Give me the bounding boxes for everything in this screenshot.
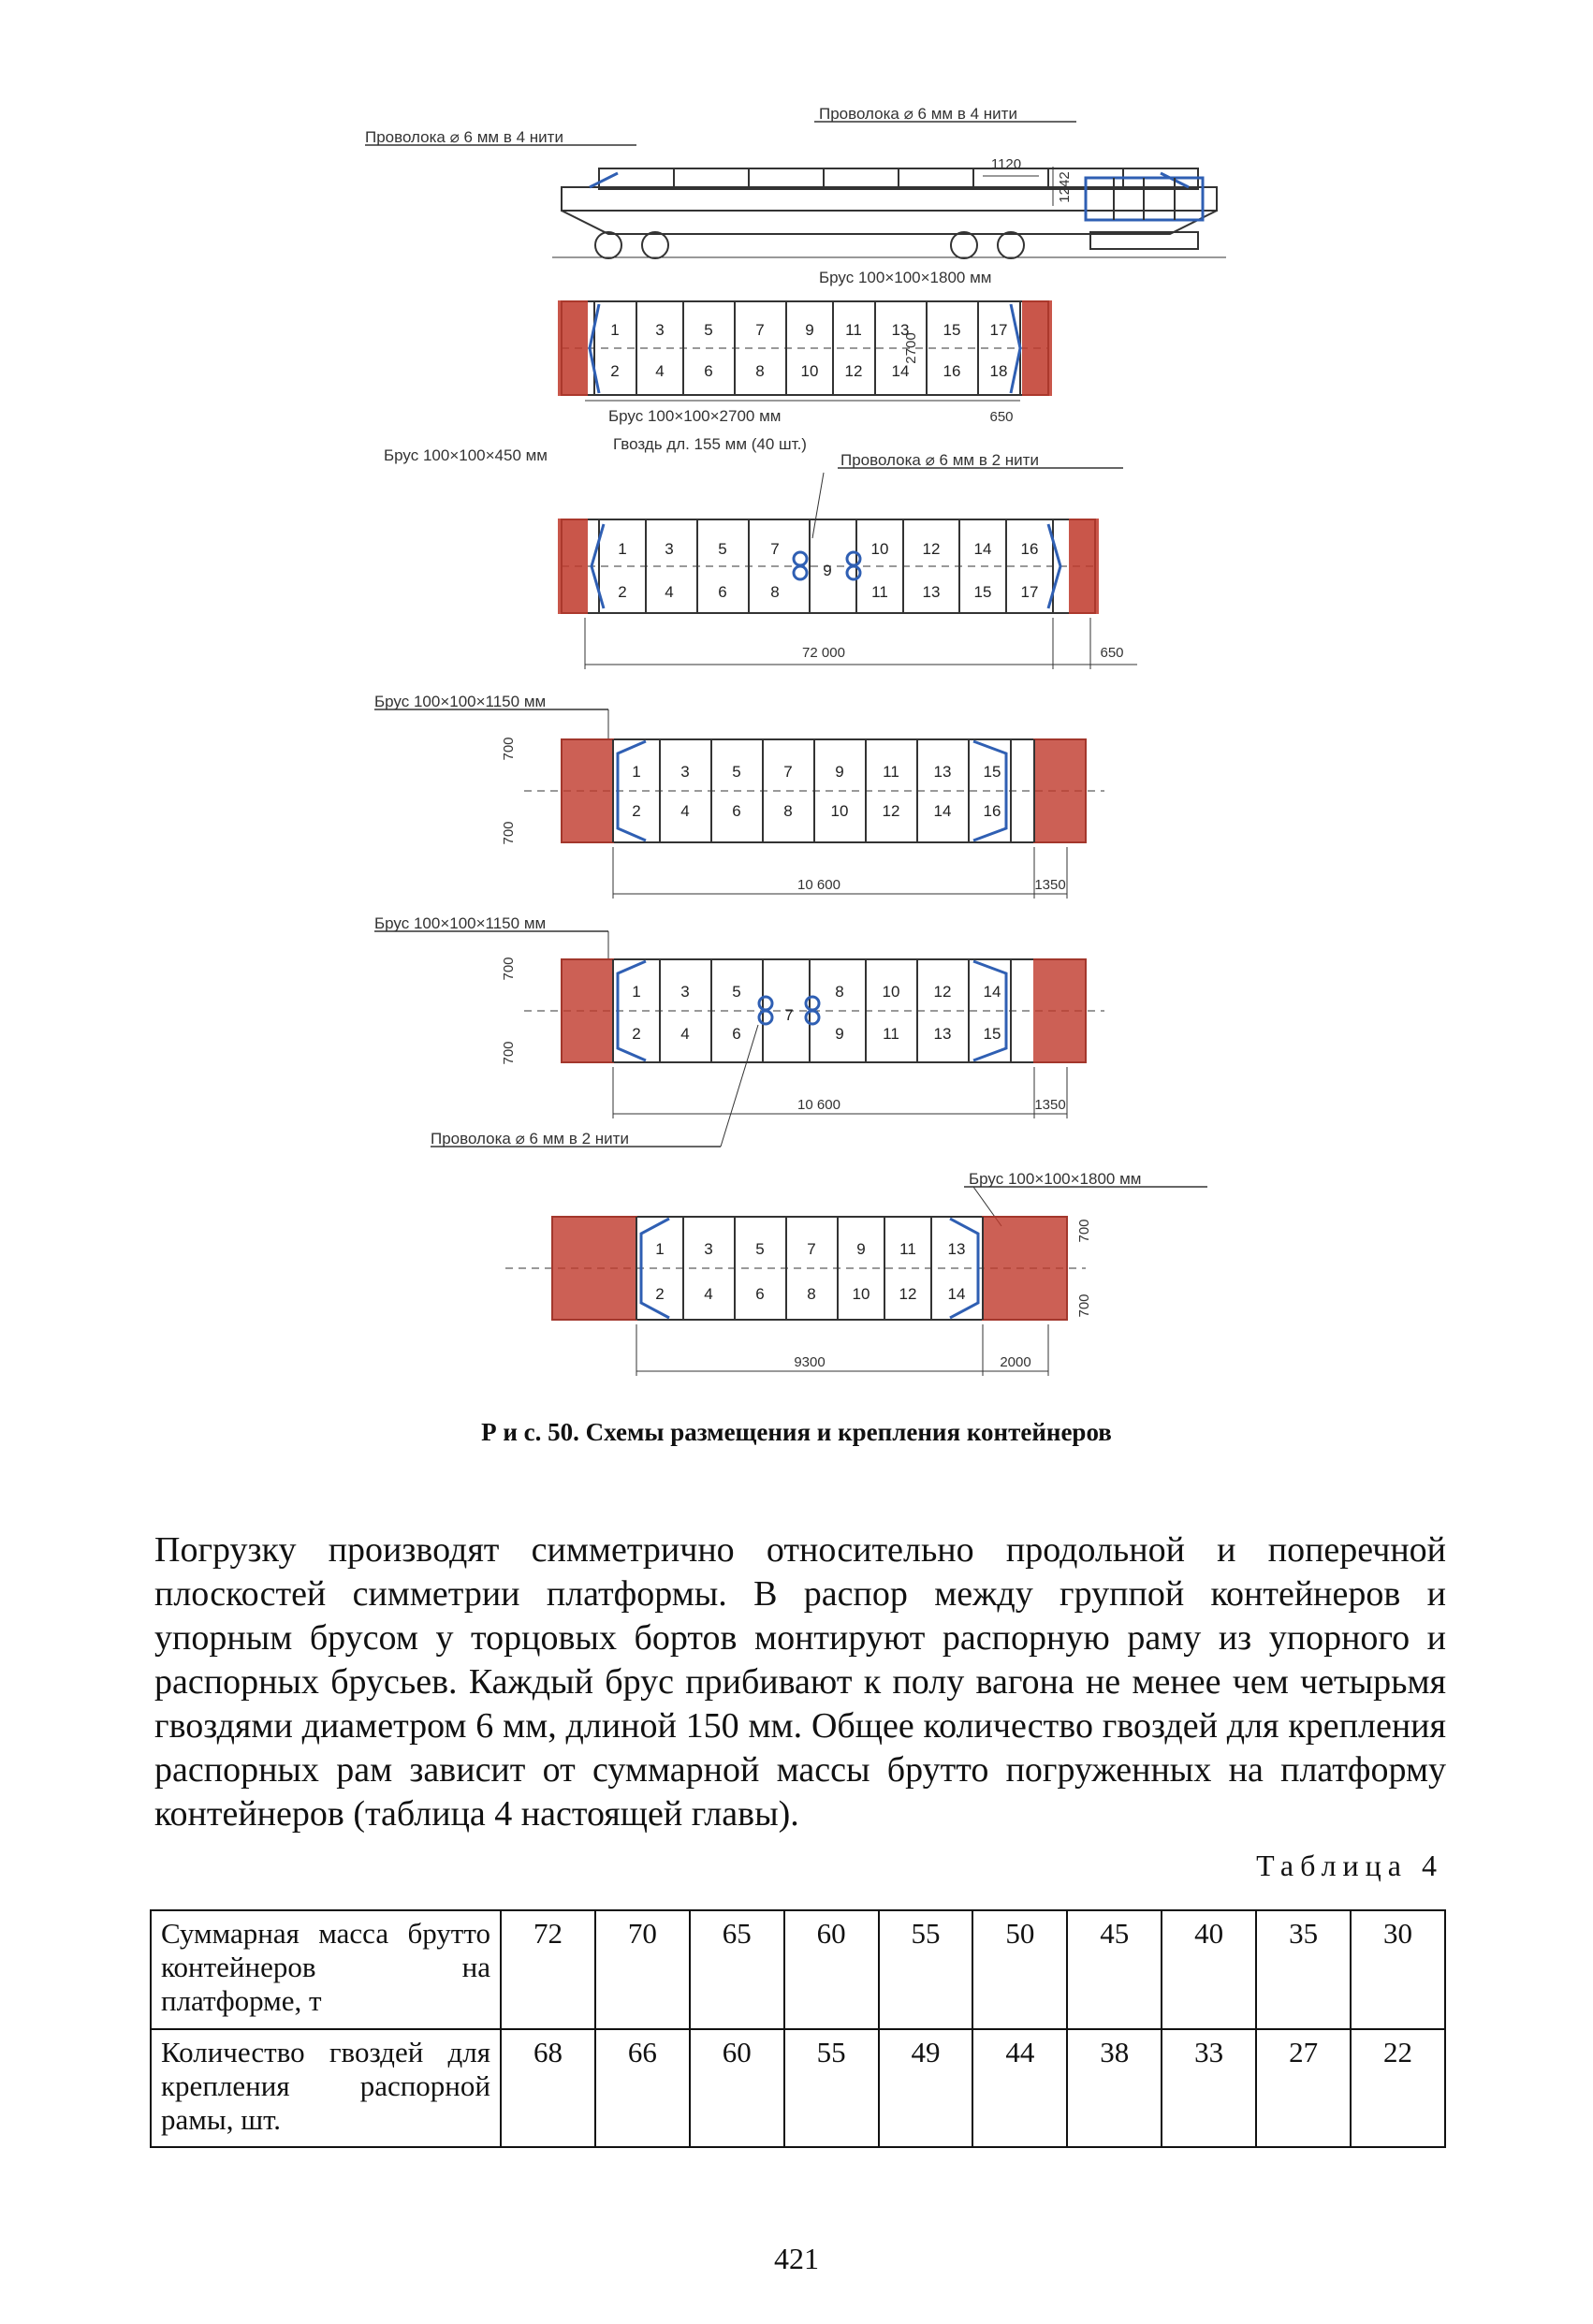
s5-num-top-2: 3 [704,1240,713,1258]
s4-num-top-2: 3 [680,983,690,1001]
s2-num-top-6: 12 [922,540,941,558]
s2-num-bot-5: 11 [871,583,888,601]
s3-num-bot-5: 10 [830,802,849,820]
s4-num-top-5: 10 [882,983,900,1001]
s3-num-top-6: 11 [883,763,899,781]
s4-label-wire: Проволока ⌀ 6 мм в 2 нити [431,1130,629,1147]
s3-num-top-3: 5 [732,763,741,781]
s5-dim-700-top: 700 [1076,1219,1092,1243]
s2-dim-side: 650 [1100,645,1124,661]
table-cell: 44 [972,2029,1067,2148]
s3-num-top-8: 15 [983,763,1001,781]
s5-num-top-6: 11 [899,1240,916,1258]
table-cell: 68 [501,2029,595,2148]
s4-dim-side: 1350 [1034,1097,1066,1113]
table-cell: 50 [972,1910,1067,2029]
s2-dim-main: 72 000 [802,645,845,661]
s5-num-top-1: 1 [655,1240,665,1258]
s3-num-bot-3: 6 [732,802,741,820]
label-wire-left: Проволока ⌀ 6 мм в 4 нити [365,128,563,146]
table-cell: 72 [501,1910,595,2029]
s2-num-top-2: 3 [665,540,674,558]
s4-dim-main: 10 600 [797,1097,840,1113]
s1-num-top-1: 1 [610,321,620,339]
s2-num-bot-2: 4 [665,583,674,601]
label-brus-450: Брус 100×100×450 мм [384,446,548,464]
table-cell: 70 [595,1910,690,2029]
scheme-1-plan [559,301,1051,401]
s3-num-bot-7: 14 [933,802,952,820]
s4-num-top-4: 8 [835,983,844,1001]
s4-num-bot-6: 13 [933,1025,952,1043]
s5-dim-700-bot: 700 [1076,1294,1092,1318]
s4-num-bot-1: 2 [632,1025,641,1043]
s1-num-bot-6: 12 [844,362,863,380]
s2-num-bot-7: 15 [973,583,992,601]
s1-num-bot-3: 6 [704,362,713,380]
s3-num-top-5: 9 [835,763,844,781]
table-cell: 35 [1256,1910,1351,2029]
s5-num-top-4: 7 [807,1240,816,1258]
s3-num-bot-8: 16 [983,802,1001,820]
s4-num-top-6: 12 [933,983,952,1001]
s1-num-bot-9: 18 [989,362,1008,380]
table-cell: 38 [1067,2029,1162,2148]
table-cell: 55 [879,1910,973,2029]
s2-num-top-7: 14 [973,540,992,558]
s1-num-top-2: 3 [655,321,665,339]
s2-num-top-5: 10 [870,540,889,558]
s2-num-bot-1: 2 [618,583,627,601]
s2-num-center: 9 [823,562,832,579]
figure-caption: Р и с. 50. Схемы размещения и крепления контейнеров [481,1418,1112,1446]
s1-num-top-4: 7 [755,321,765,339]
s3-num-bot-4: 8 [783,802,793,820]
s3-num-top-2: 3 [680,763,690,781]
s5-num-bot-7: 14 [947,1285,966,1303]
dim-1120: 1120 [990,156,1022,172]
s5-num-bot-6: 12 [899,1285,917,1303]
s1-num-top-9: 17 [989,321,1008,339]
s1-num-top-3: 5 [704,321,713,339]
s1-num-top-5: 9 [805,321,814,339]
table-cell: 27 [1256,2029,1351,2148]
s2-label-wire: Проволока ⌀ 6 мм в 2 нити [840,451,1039,469]
s1-num-bot-1: 2 [610,362,620,380]
s3-dim-main: 10 600 [797,877,840,893]
s1-num-bot-2: 4 [655,362,665,380]
table-cell: 33 [1162,2029,1256,2148]
s5-dim-main: 9300 [794,1354,826,1370]
s4-num-top-3: 5 [732,983,741,1001]
s2-num-bot-6: 13 [922,583,941,601]
s4-label-brus: Брус 100×100×1150 мм [374,914,547,932]
table-cell: 60 [784,1910,879,2029]
s2-num-top-4: 7 [770,540,780,558]
scheme-5-plan [505,1187,1207,1376]
s2-num-top-1: 1 [618,540,627,558]
table-label: Таблица 4 [1256,1849,1443,1882]
s4-dim-700-bot: 700 [501,1041,517,1065]
label-nails: Гвоздь дл. 155 мм (40 шт.) [613,435,807,453]
s3-dim-side: 1350 [1034,877,1066,893]
s5-dim-side: 2000 [1000,1354,1031,1370]
s4-num-top-7: 14 [983,983,1001,1001]
s3-num-top-7: 13 [933,763,952,781]
table-cell: 22 [1351,2029,1445,2148]
table-cell: 60 [690,2029,784,2148]
s4-dim-700-top: 700 [501,957,517,981]
s5-num-top-7: 13 [947,1240,966,1258]
s1-num-top-6: 11 [845,321,862,339]
table-cell: 55 [784,2029,879,2148]
s5-num-top-3: 5 [755,1240,765,1258]
s1-num-bot-8: 16 [943,362,961,380]
s2-num-top-8: 16 [1020,540,1039,558]
s3-label-brus: Брус 100×100×1150 мм [374,693,547,710]
table-cell: 40 [1162,1910,1256,2029]
label-brus-2700: Брус 100×100×2700 мм [608,407,782,425]
row-header: Суммарная масса брутто контейнеров на платформе, т [151,1910,501,2029]
s2-num-bot-3: 6 [718,583,727,601]
table-row [151,2029,1445,2148]
s3-num-bot-2: 4 [680,802,690,820]
s5-num-bot-2: 4 [704,1285,713,1303]
s3-num-bot-1: 2 [632,802,641,820]
s4-num-bot-2: 4 [680,1025,690,1043]
s5-num-bot-5: 10 [852,1285,870,1303]
s1-num-top-8: 15 [943,321,961,339]
s4-num-center: 7 [784,1006,794,1024]
table-cell: 65 [690,1910,784,2029]
s4-num-bot-7: 15 [983,1025,1001,1043]
table-row [151,1910,1445,2029]
s3-num-bot-6: 12 [882,802,900,820]
dim-650-s1: 650 [989,409,1014,425]
s3-dim-700-bot: 700 [501,821,517,845]
s5-num-bot-1: 2 [655,1285,665,1303]
s4-num-bot-3: 6 [732,1025,741,1043]
body-paragraph: Погрузку производят симметрично относительно продольной и поперечной плоскостей симметрии платформы. В распор между группой контейнеров и упорным брусом у торцовых бортов монтируют распорную раму из упорного и распорных брусьев. Каждый брус прибивают к полу вагона не менее чем четырьмя гвоздями диаметром 6 мм, длиной 150 мм. Общее количество гвоздей для крепления распорных рам зависит от суммарной массы брутто погруженных на платформу контейнеров (таблица 4 настоящей главы). [154,1530,1446,1834]
label-brus-1800: Брус 100×100×1800 мм [819,269,992,286]
s4-num-bot-4: 9 [835,1025,844,1043]
table-cell: 66 [595,2029,690,2148]
label-wire-right: Проволока ⌀ 6 мм в 4 нити [819,105,1017,123]
s5-num-top-5: 9 [856,1240,866,1258]
nails-table [150,1909,1446,2148]
page-number: 421 [774,2242,819,2275]
s1-num-top-7: 13 [891,321,910,339]
table-cell: 45 [1067,1910,1162,2029]
row-header: Количество гвоздей для крепления распорной рамы, шт. [151,2029,501,2148]
s3-dim-700-top: 700 [501,737,517,761]
dim-1242: 1242 [1057,171,1073,203]
s3-num-top-4: 7 [783,763,793,781]
scheme-2-plan [559,468,1137,669]
s1-num-bot-4: 8 [755,362,765,380]
s4-num-bot-5: 11 [883,1025,899,1043]
s5-num-bot-4: 8 [807,1285,816,1303]
s2-num-bot-4: 8 [770,583,780,601]
table-cell: 49 [879,2029,973,2148]
table-cell: 30 [1351,1910,1445,2029]
s3-num-top-1: 1 [632,763,641,781]
s2-num-bot-8: 17 [1020,583,1039,601]
s2-num-top-3: 5 [718,540,727,558]
s1-num-bot-5: 10 [800,362,819,380]
s4-num-top-1: 1 [632,983,641,1001]
s1-num-bot-7: 14 [891,362,910,380]
s5-label-brus: Брус 100×100×1800 мм [969,1170,1142,1188]
s5-num-bot-3: 6 [755,1285,765,1303]
dim-2700: 2700 [903,332,919,364]
